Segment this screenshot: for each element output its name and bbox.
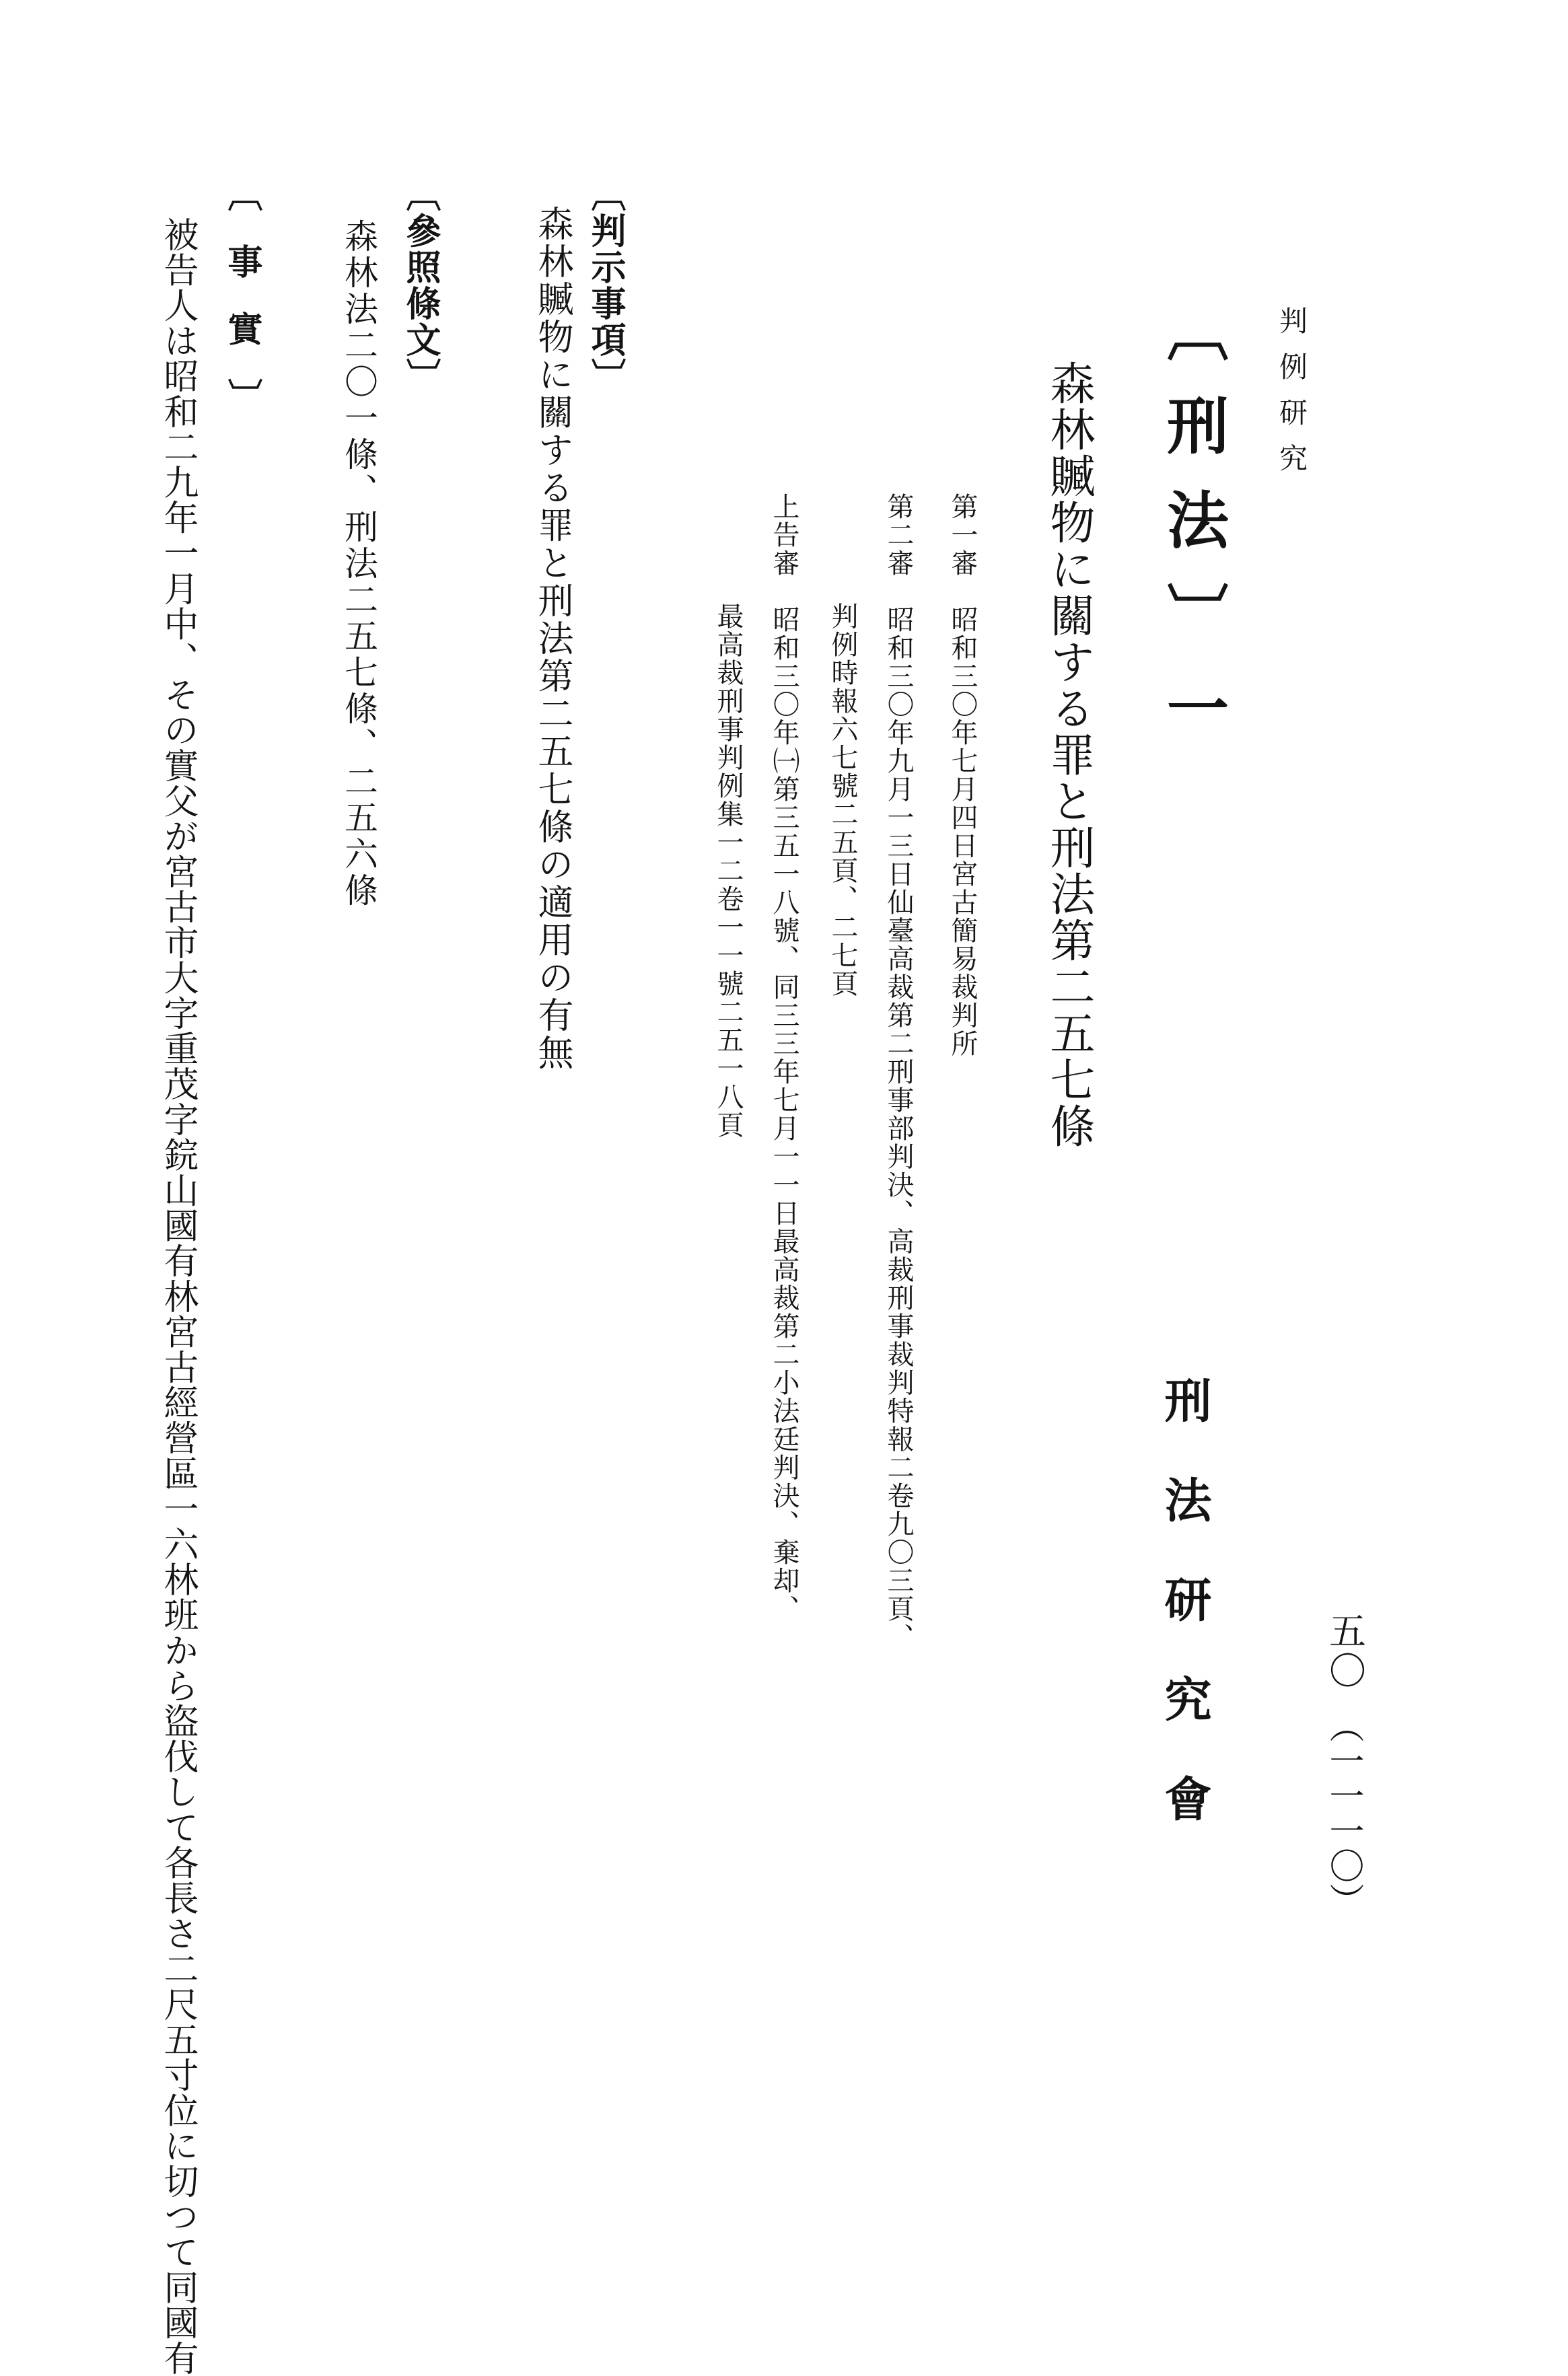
- running-title: 判例研究: [1275, 306, 1308, 489]
- court-line-4: 上告審 昭和三〇年㈠第三五一八號、同三三年七月一一日最高裁第二小法廷判決、棄却、: [769, 493, 799, 1623]
- page-number-paren: （一一一〇）: [1323, 1708, 1363, 1918]
- articles-label: 〔參照條文〕: [400, 176, 440, 394]
- facts-text: 被告人は昭和二九年一月中、その實父が宮古市大字重茂字鋎山國有林宮古經營區一六林班から盜伐して各長さ二尺五寸位に切つて同國有: [157, 217, 198, 2376]
- section-label: 〔刑法〕一: [1157, 299, 1229, 770]
- section-author: 刑法研究會: [1157, 1376, 1212, 1874]
- court-line-5: 最高裁刑事判例集一二卷一一號二五一八頁: [713, 602, 744, 1139]
- court-line-3: 判例時報六七號二五頁、二七頁: [827, 602, 858, 998]
- court-line-1: 第一審 昭和三〇年七月四日宮古簡易裁判所: [947, 493, 978, 1058]
- holding-label: 〔判示事項〕: [585, 176, 625, 394]
- page-number: 五〇: [1323, 1612, 1366, 1691]
- facts-label: 〔事實〕: [221, 176, 262, 445]
- court-line-2: 第二審 昭和三〇年九月一三日仙臺高裁第二刑事部判決、高裁刑事裁判特報二卷九〇三頁、: [883, 493, 914, 1651]
- holding-text: 森林贓物に關する罪と刑法第二五七條の適用の有無: [532, 205, 573, 1072]
- case-title: 森林贓物に關する罪と刑法第二五七條: [1043, 360, 1096, 1149]
- articles-text: 森林法二〇一條、刑法二五七條、二五六條: [339, 219, 378, 909]
